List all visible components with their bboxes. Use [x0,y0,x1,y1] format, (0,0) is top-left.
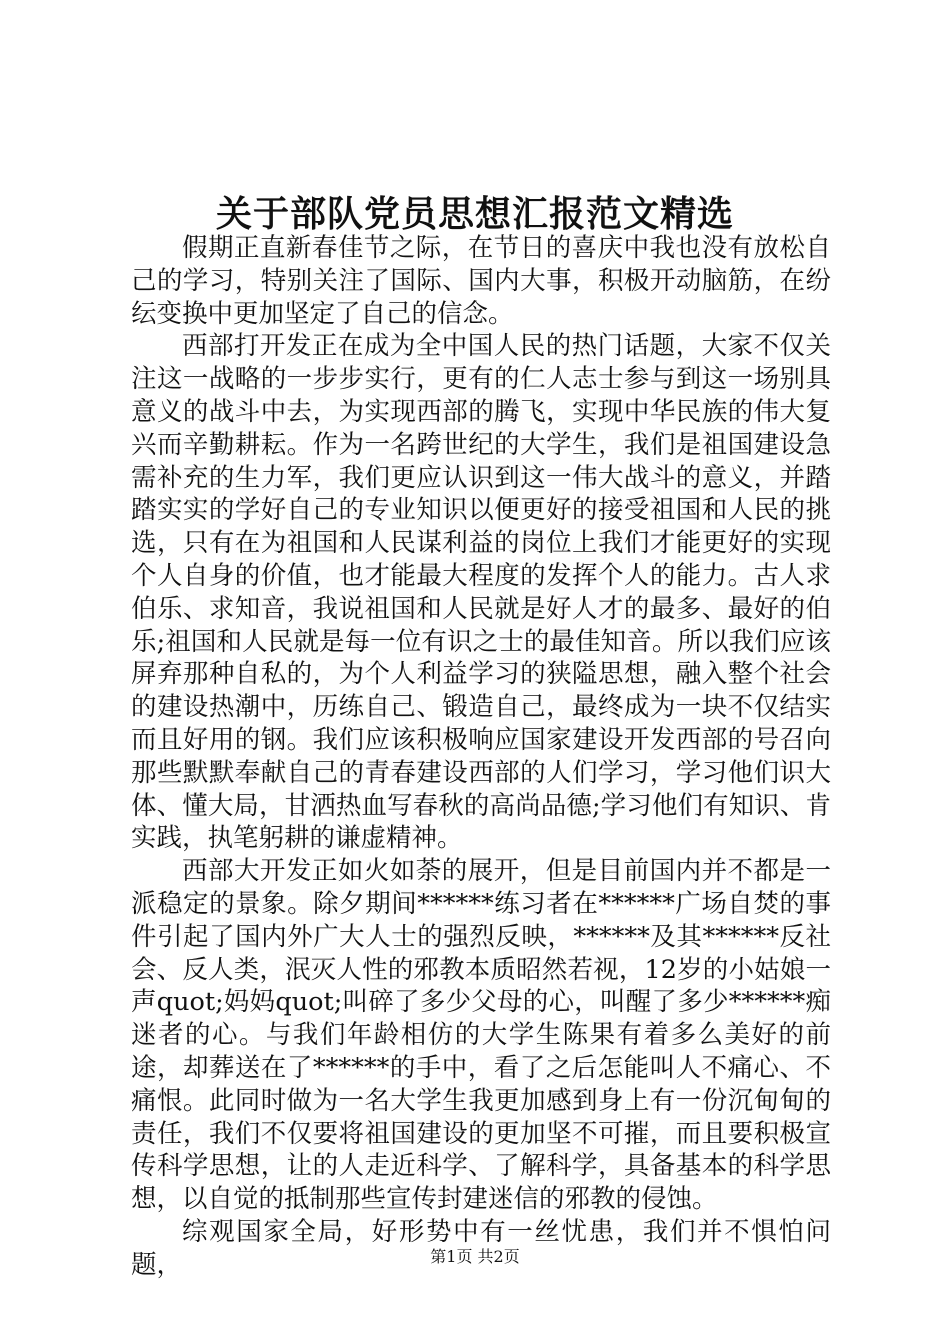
paragraph: 西部大开发正如火如荼的展开，但是目前国内并不都是一派稳定的景象。除夕期间******练习者在******广场自焚的事件引起了国内外广大人士的强烈反映，******及其******反社会、反人类，泯灭人性的邪教本质昭然若视，12岁的小姑娘一声quot;妈妈quot;叫碎了多少父母的心，叫醒了多少******痴迷者的心。与我们年龄相仿的大学生陈果有着多么美好的前途，却葬送在了******的手中，看了之后怎能叫人不痛心、不痛恨。此同时做为一名大学生我更加感到身上有一份沉甸甸的责任，我们不仅要将祖国建设的更加坚不可摧，而且要积极宣传科学思想，让的人走近科学、了解科学，具备基本的科学思想，以自觉的抵制那些宣传封建迷信的邪教的侵蚀。 [131,856,831,1215]
paragraph: 综观国家全局，好形势中有一丝忧患，我们并不惧怕问题， [131,1216,831,1280]
paragraph: 假期正直新春佳节之际，在节日的喜庆中我也没有放松自己的学习，特别关注了国际、国内大事，积极开动脑筋，在纷纭变换中更加坚定了自己的信念。 [131,233,831,329]
document-body [131,232,831,1282]
paragraph: 西部打开发正在成为全中国人民的热门话题，大家不仅关注这一战略的一步步实行，更有的仁人志士参与到这一场别具意义的战斗中去，为实现西部的腾飞，实现中华民族的伟大复兴而辛勤耕耘。作为一名跨世纪的大学生，我们是祖国建设急需补充的生力军，我们更应认识到这一伟大战斗的意义，并踏踏实实的学好自己的专业知识以便更好的接受祖国和人民的挑选，只有在为祖国和人民谋利益的岗位上我们才能更好的实现个人自身的价值，也才能最大程度的发挥个人的能力。古人求伯乐、求知音，我说祖国和人民就是好人才的最多、最好的伯乐;祖国和人民就是每一位有识之士的最佳知音。所以我们应该屏弃那种自私的，为个人利益学习的狭隘思想，融入整个社会的建设热潮中，历练自己、锻造自己，最终成为一块不仅结实而且好用的钢。我们应该积极响应国家建设开发西部的号召向那些默默奉献自己的青春建设西部的人们学习，学习他们识大体、懂大局，甘洒热血写春秋的高尚品德;学习他们有知识、肯实践，执笔躬耕的谦虚精神。 [131,331,831,854]
page-number-footer: 第1页 共2页 [430,1247,520,1266]
document-title: 关于部队党员思想汇报范文精选 [215,193,734,235]
